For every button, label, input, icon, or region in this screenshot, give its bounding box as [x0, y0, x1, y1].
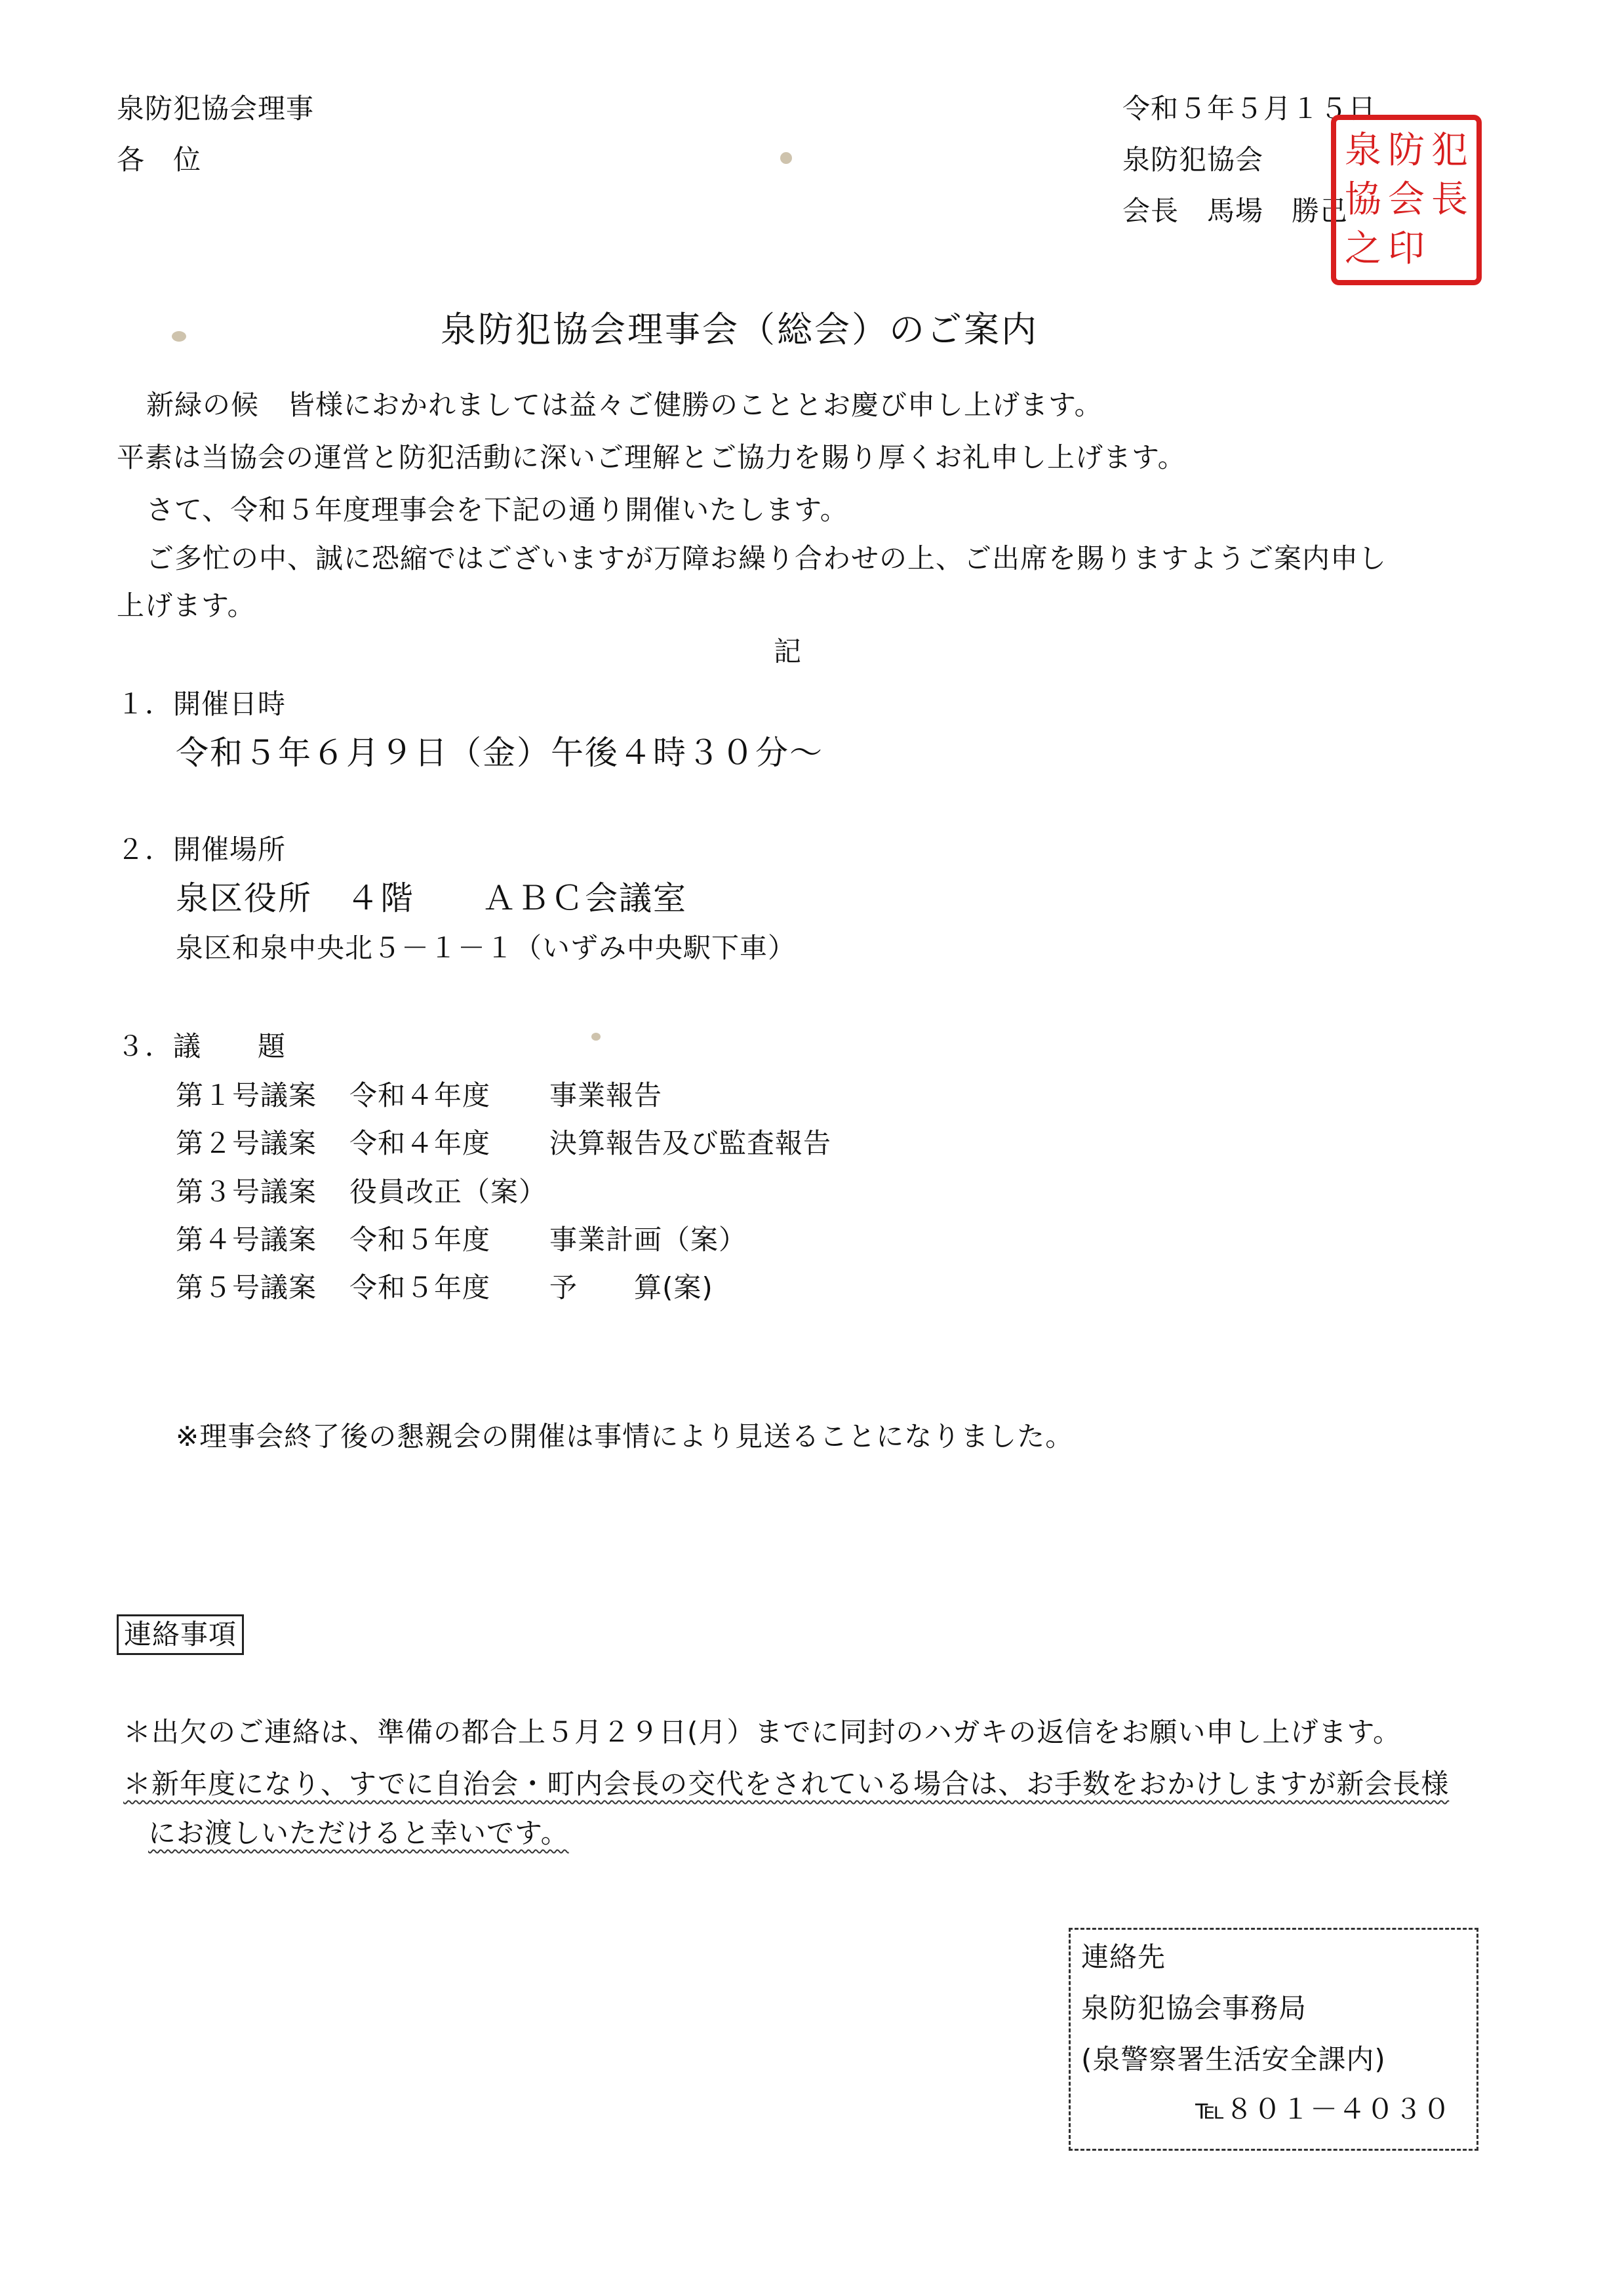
agenda-item-year: 令和４年度	[349, 1079, 491, 1111]
agenda-item	[176, 1079, 662, 1113]
body-line-4: ご多忙の中、誠に恐縮ではございますが万障お繰り合わせの上、ご出席を賜りますようご案内申し	[146, 542, 1387, 574]
agenda-item-year: 令和５年度	[349, 1224, 491, 1256]
body-line-5: 上げます。	[117, 589, 256, 622]
meeting-venue: 泉区役所 ４階 ＡＢＣ会議室	[176, 879, 687, 917]
notice-new-chair: ＊新年度になり、すでに自治会・町内会長の交代をされている場合は、お手数をおかけしますが新会長様	[123, 1768, 1450, 1800]
agenda-item-no: 第５号議案	[176, 1271, 317, 1304]
sender-name: 会長 馬場 勝己	[1122, 195, 1349, 227]
section-place-heading: ２．開催場所	[117, 833, 287, 866]
agenda-item-subject: 決算報告及び監査報告	[549, 1127, 832, 1159]
agenda-item-no: 第１号議案	[176, 1079, 317, 1111]
section-agenda-heading: ３．議 題	[117, 1030, 287, 1062]
body-line-1: 新緑の候 皆様におかれましては益々ご健勝のこととお慶び申し上げます。	[146, 389, 1103, 421]
contact-office: 泉防犯協会事務局	[1081, 1992, 1307, 2024]
notices-heading: 連絡事項	[117, 1614, 244, 1655]
agenda-item-year: 役員改正（案）	[349, 1176, 547, 1208]
contact-location: (泉警察署生活安全課内)	[1081, 2043, 1386, 2075]
agenda-item-no: 第３号議案	[176, 1176, 317, 1208]
sender-org: 泉防犯協会	[1122, 144, 1264, 176]
agenda-item-subject: 予 算(案)	[549, 1271, 713, 1304]
notice-new-chair-cont: にお渡しいただけると幸いです。	[148, 1817, 569, 1849]
contact-tel: ℡８０１－４０３０	[1195, 2093, 1452, 2125]
document-title: 泉防犯協会理事会（総会）のご案内	[441, 309, 1039, 350]
agenda-item-year: 令和４年度	[349, 1127, 491, 1159]
ki-mark: 記	[774, 635, 802, 668]
agenda-item-no: 第４号議案	[176, 1224, 317, 1256]
agenda-item	[176, 1175, 549, 1209]
paper-speck	[591, 1033, 601, 1041]
section-datetime-heading: １．開催日時	[117, 688, 287, 720]
body-line-2: 平素は当協会の運営と防犯活動に深いご理解とご協力を賜り厚くお礼申し上げます。	[117, 441, 1186, 473]
agenda-item	[176, 1271, 713, 1305]
meeting-datetime: 令和５年６月９日（金）午後４時３０分～	[176, 734, 823, 772]
agenda-item	[176, 1127, 831, 1161]
notice-rsvp: ＊出欠のご連絡は、準備の都合上５月２９日(月）までに同封のハガキの返信をお願い申し上げます。	[123, 1716, 1402, 1748]
agenda-item-no: 第２号議案	[176, 1127, 317, 1159]
agenda-item-subject: 事業報告	[549, 1079, 663, 1111]
official-seal-stamp: 泉 協 之 防 会 印 犯 長	[1331, 115, 1482, 285]
paper-speck	[780, 152, 792, 164]
reception-note: ※理事会終了後の懇親会の開催は事情により見送ることになりました。	[176, 1420, 1074, 1452]
recipient-org: 泉防犯協会理事	[117, 92, 315, 125]
contact-label: 連絡先	[1081, 1941, 1166, 1973]
recipient-honorific: 各 位	[117, 144, 202, 176]
agenda-item-subject: 事業計画（案）	[549, 1224, 747, 1256]
paper-speck	[172, 331, 186, 342]
venue-address: 泉区和泉中央北５－１－１（いずみ中央駅下車）	[176, 932, 797, 964]
body-line-3: さて、令和５年度理事会を下記の通り開催いたします。	[146, 494, 848, 526]
agenda-item	[176, 1223, 747, 1257]
agenda-item-year: 令和５年度	[349, 1271, 491, 1304]
issue-date: 令和５年５月１５日	[1122, 92, 1377, 125]
contact-box	[1069, 1928, 1478, 2151]
